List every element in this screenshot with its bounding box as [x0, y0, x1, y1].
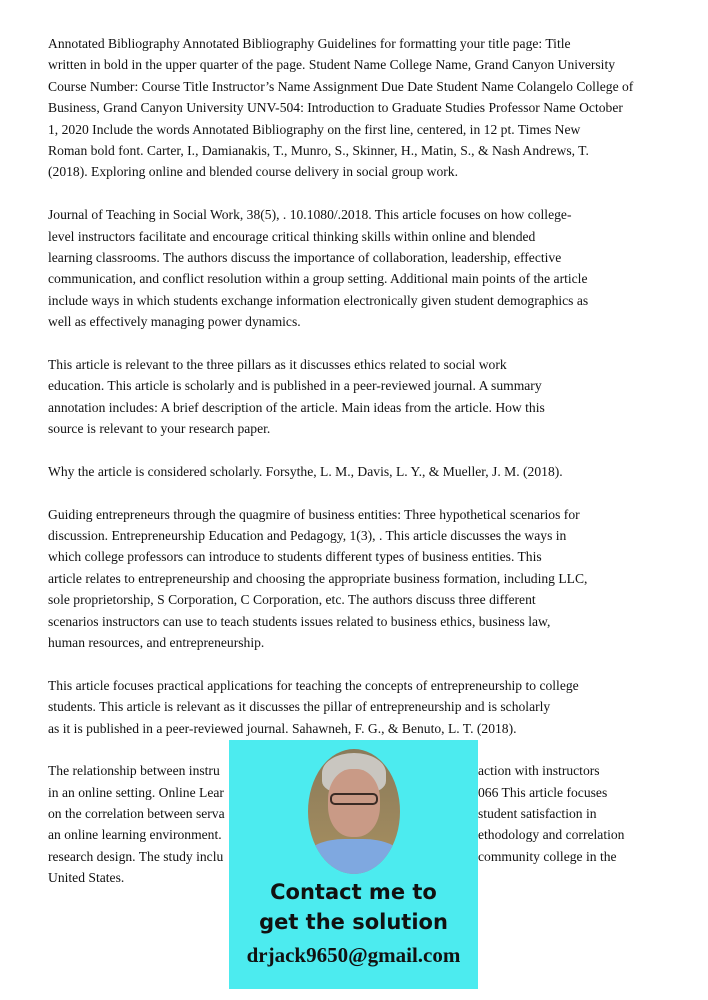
text-line: scenarios instructors can use to teach students issues related to business ethics, business law, — [48, 613, 551, 629]
text-line-right: community college in the — [478, 848, 617, 864]
paragraph — [48, 504, 688, 654]
text-line: Annotated Bibliography Annotated Bibliography Guidelines for formatting your title page: Title — [48, 36, 571, 51]
text-line-right: student satisfaction in — [478, 806, 597, 822]
text-line: Guiding entrepreneurs through the quagmire of business entities: Three hypothetical scenarios for — [48, 506, 580, 522]
text-line: Journal of Teaching in Social Work, 38(5), . 10.1080/.2018. This article focuses on how college- — [48, 207, 572, 223]
text-line: human resources, and entrepreneurship. — [48, 634, 265, 650]
text-line: This article focuses practical applications for teaching the concepts of entrepreneurship to college — [48, 677, 579, 693]
text-line: Course Number: Course Title Instructor’s Name Assignment Due Date Student Name Colangelo College of — [48, 78, 634, 94]
text-line: well as effectively managing power dynamics. — [48, 314, 301, 330]
text-line: include ways in which students exchange information electronically given student demographics as — [48, 292, 589, 308]
text-line-right: ethodology and correlation — [478, 827, 625, 843]
text-line-left: on the correlation between serva — [48, 806, 225, 822]
text-line-left: in an online setting. Online Lear — [48, 784, 224, 800]
paragraph — [48, 675, 688, 739]
contact-advertisement[interactable] — [229, 740, 478, 989]
text-line-right: action with instructors — [478, 763, 600, 779]
ad-headline-line2: get the solution — [259, 910, 448, 934]
text-line: Roman bold font. Carter, I., Damianakis, T., Munro, S., Skinner, H., Matin, S., & Nash Andrews, T. — [48, 142, 589, 158]
text-line: as it is published in a peer-reviewed journal. Sahawneh, F. G., & Benuto, L. T. (2018). — [48, 720, 517, 736]
paragraph — [48, 461, 688, 482]
ad-email-link[interactable]: drjack9650@gmail.com — [246, 943, 461, 967]
text-line: sole proprietorship, S Corporation, C Corporation, etc. The authors discuss three different — [48, 592, 536, 608]
paragraph — [48, 354, 688, 440]
text-line: level instructors facilitate and encourage critical thinking skills within online and blended — [48, 228, 536, 244]
text-line-left: The relationship between instru — [48, 763, 220, 779]
text-line: learning classrooms. The authors discuss the importance of collaboration, leadership, effective — [48, 249, 562, 265]
text-line: students. This article is relevant as it discusses the pillar of entrepreneurship and is scholarly — [48, 699, 551, 715]
text-line: 1, 2020 Include the words Annotated Bibliography on the first line, centered, in 12 pt. Times New — [48, 121, 581, 137]
text-line-right: 066 This article focuses — [478, 784, 608, 800]
text-line: source is relevant to your research paper. — [48, 421, 271, 437]
portrait-photo — [308, 749, 400, 874]
text-line: Business, Grand Canyon University UNV-504: Introduction to Graduate Studies Professor Name October — [48, 100, 623, 116]
text-line: discussion. Entrepreneurship Education and Pedagogy, 1(3), . This article discusses the ways in — [48, 527, 567, 543]
text-line: communication, and conflict resolution within a group setting. Additional main points of the article — [48, 271, 588, 287]
text-line: article relates to entrepreneurship and choosing the appropriate business formation, including LLC, — [48, 570, 588, 586]
text-line: This article is relevant to the three pillars as it discusses ethics related to social work — [48, 356, 507, 372]
paragraph — [48, 33, 688, 183]
text-line-left: research design. The study inclu — [48, 848, 224, 864]
text-line: education. This article is scholarly and is published in a peer-reviewed journal. A summary — [48, 378, 542, 394]
text-line: which college professors can introduce to students different types of business entities. This — [48, 549, 542, 565]
text-line-left: United States. — [48, 870, 125, 886]
text-line-left: an online learning environment. — [48, 827, 222, 843]
text-line: Why the article is considered scholarly. Forsythe, L. M., Davis, L. Y., & Mueller, J. M. (2018). — [48, 463, 563, 479]
text-line: written in bold in the upper quarter of the page. Student Name College Name, Grand Canyon University — [48, 57, 616, 73]
paragraph — [48, 204, 688, 332]
text-line: annotation includes: A brief description of the article. Main ideas from the article. How this — [48, 399, 545, 415]
ad-headline-line1: Contact me to — [270, 880, 437, 904]
text-line: (2018). Exploring online and blended course delivery in social group work. — [48, 164, 458, 180]
